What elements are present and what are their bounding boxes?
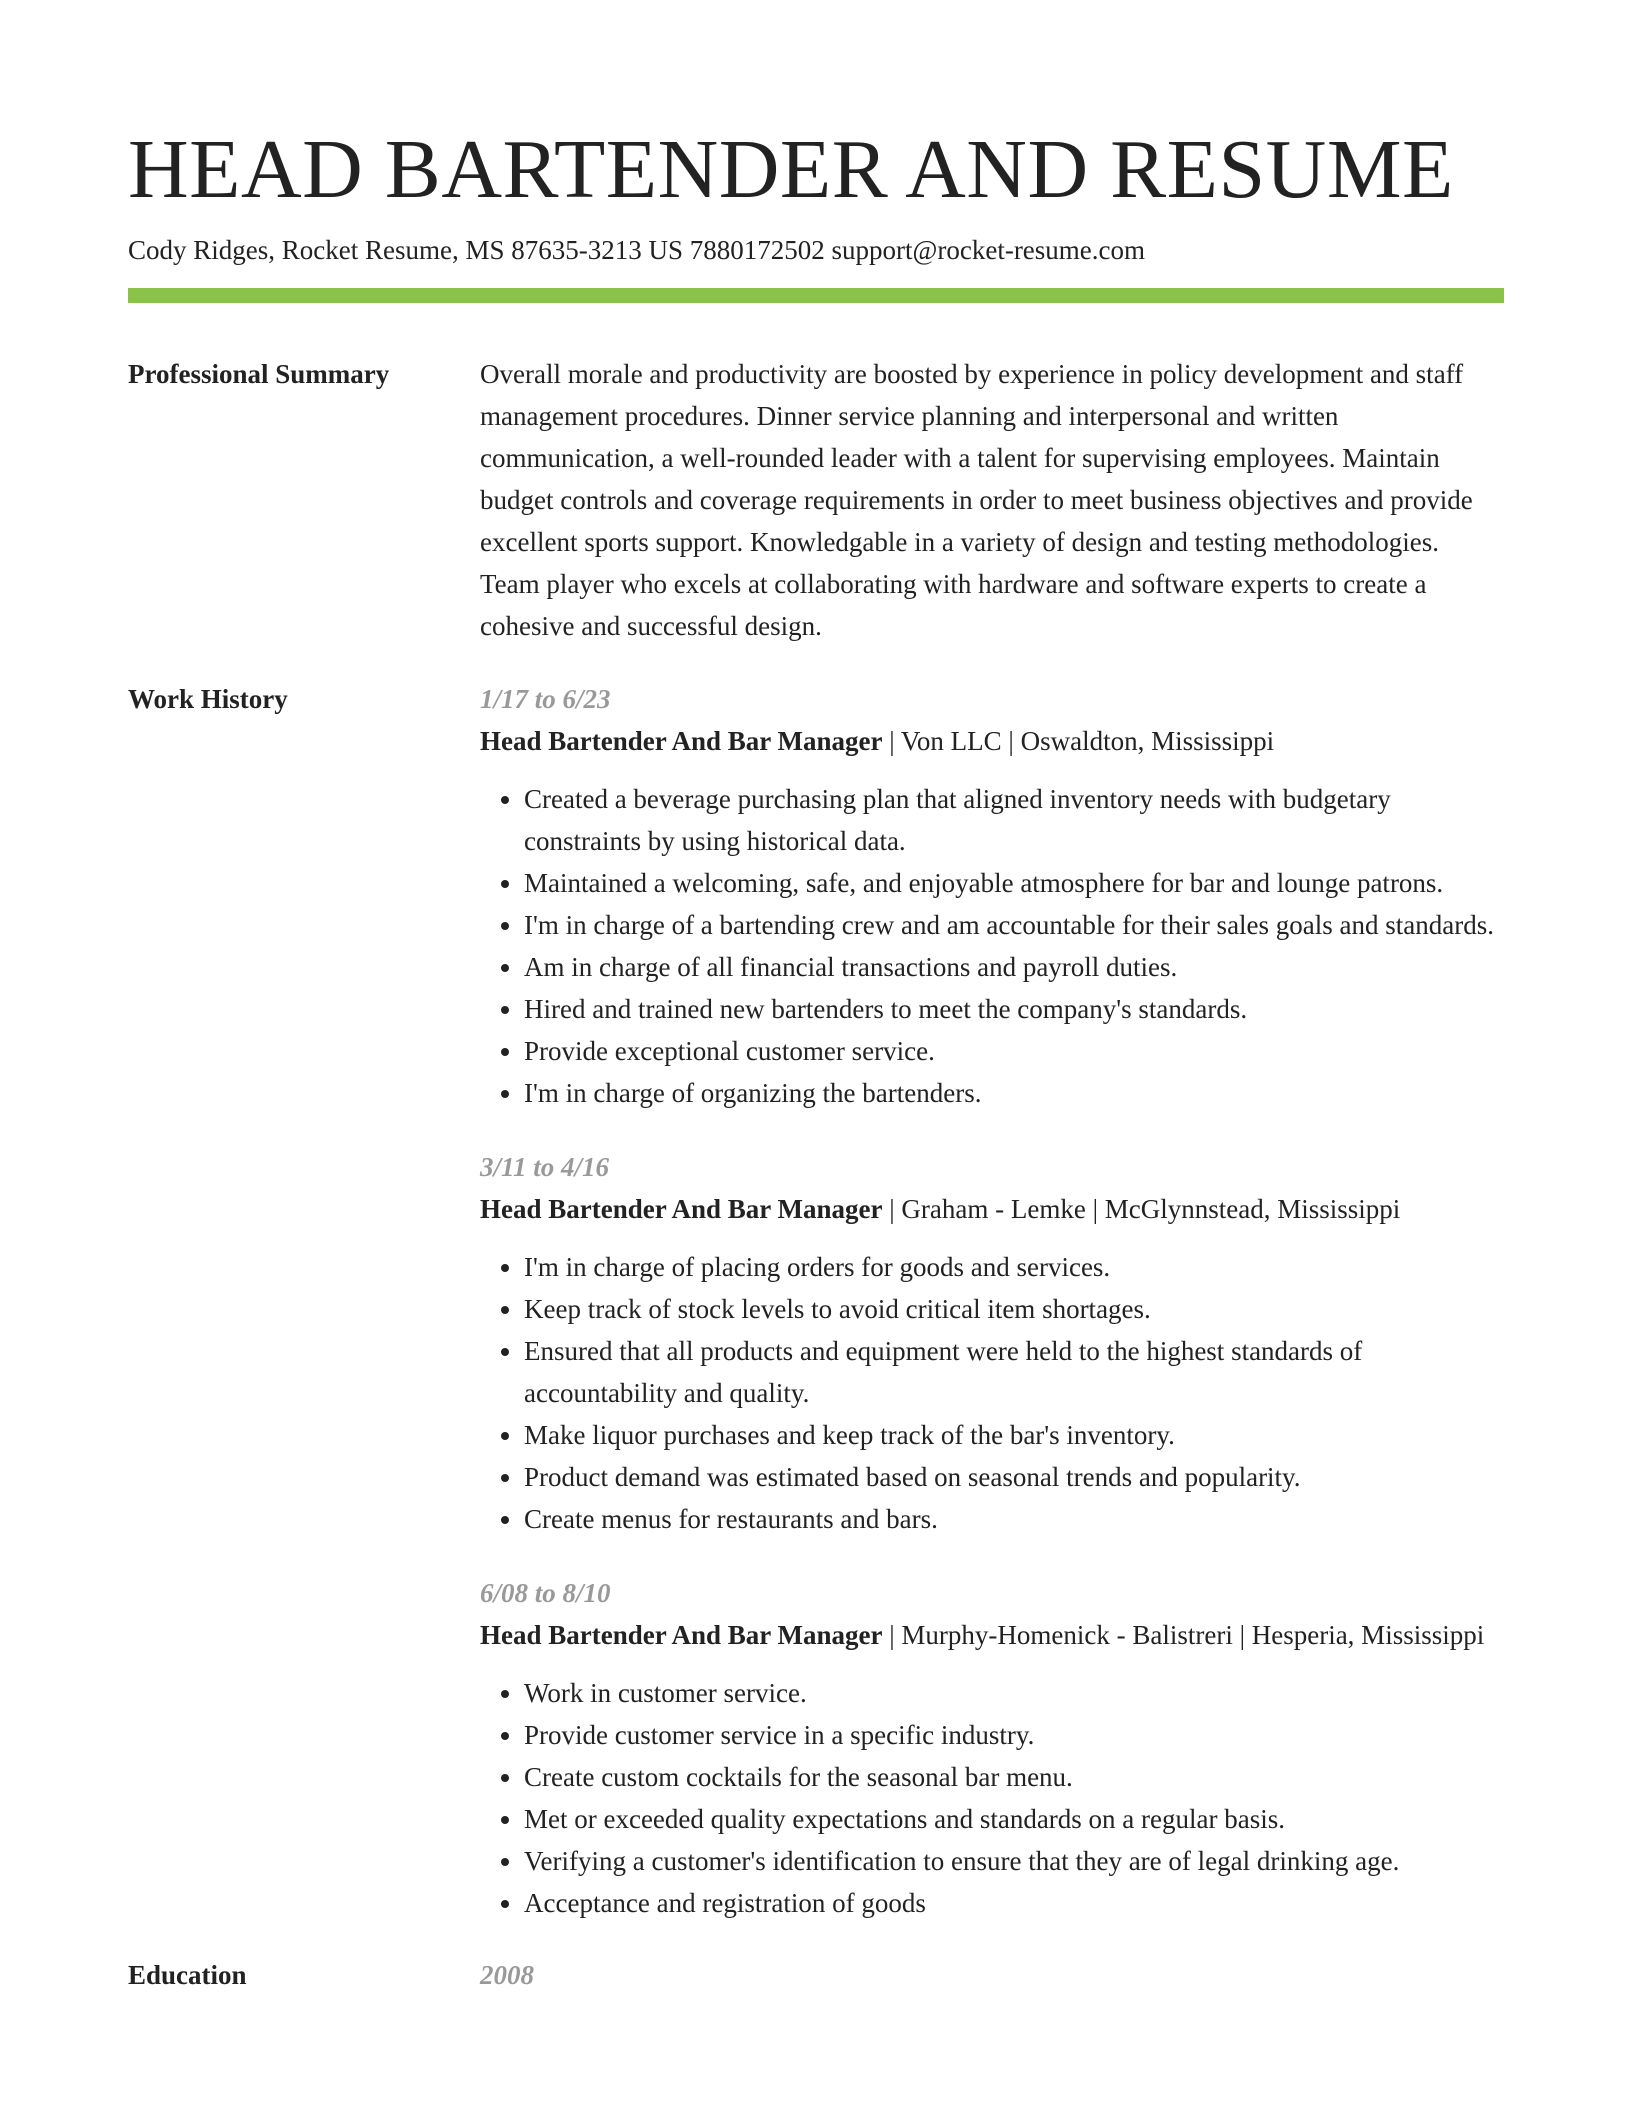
job-heading	[480, 720, 1504, 762]
job-bullet: • Provide exceptional customer service.	[524, 1030, 1504, 1072]
job-dates: 3/11 to 4/16	[480, 1152, 610, 1183]
job-bullet: • Keep track of stock levels to avoid critical item shortages.	[524, 1288, 1504, 1330]
job-bullet: • I'm in charge of a bartending crew and am accountable for their sales goals and standards.	[524, 904, 1504, 946]
job-bullet: • Verifying a customer's identification to ensure that they are of legal drinking age.	[524, 1840, 1504, 1882]
job-bullet: • Create custom cocktails for the seasonal bar menu.	[524, 1756, 1504, 1798]
job-entry	[480, 1572, 1504, 1924]
job-dates: 1/17 to 6/23	[480, 684, 611, 715]
job-bullet: • Am in charge of all financial transactions and payroll duties.	[524, 946, 1504, 988]
job-bullet: • Work in customer service.	[524, 1672, 1504, 1714]
job-entry	[480, 1146, 1504, 1540]
job-bullets	[480, 1672, 1504, 1924]
job-bullet: • I'm in charge of organizing the bartenders.	[524, 1072, 1504, 1114]
job-heading	[480, 1188, 1504, 1230]
education-dates: 2008	[480, 1960, 534, 1991]
work-history-section	[128, 678, 1504, 1924]
job-title: Head Bartender And Bar Manager	[480, 1620, 883, 1651]
job-bullet: • Hired and trained new bartenders to meet the company's standards.	[524, 988, 1504, 1030]
job-bullets	[480, 778, 1504, 1114]
job-bullet: • Create menus for restaurants and bars.	[524, 1498, 1504, 1540]
job-heading	[480, 1614, 1504, 1656]
job-entry	[480, 678, 1504, 1114]
job-bullet: • Created a beverage purchasing plan that aligned inventory needs with budgetary constraints by using historical data.	[524, 778, 1504, 862]
job-bullet: • Acceptance and registration of goods	[524, 1882, 1504, 1924]
job-bullet: • Ensured that all products and equipment were held to the highest standards of accountability and quality.	[524, 1330, 1504, 1414]
education-section	[128, 1954, 1504, 1996]
job-bullets	[480, 1246, 1504, 1540]
job-details: | Graham - Lemke | McGlynnstead, Mississippi	[882, 1194, 1401, 1225]
job-title: Head Bartender And Bar Manager	[480, 1194, 883, 1225]
job-title: Head Bartender And Bar Manager	[480, 726, 883, 757]
job-bullet: • Maintained a welcoming, safe, and enjoyable atmosphere for bar and lounge patrons.	[524, 862, 1504, 904]
job-details: | Von LLC | Oswaldton, Mississippi	[882, 726, 1275, 757]
job-bullet: • Make liquor purchases and keep track of the bar's inventory.	[524, 1414, 1504, 1456]
job-bullet: • Product demand was estimated based on seasonal trends and popularity.	[524, 1456, 1504, 1498]
job-bullet: • Met or exceeded quality expectations and standards on a regular basis.	[524, 1798, 1504, 1840]
job-bullet: • I'm in charge of placing orders for goods and services.	[524, 1246, 1504, 1288]
job-details: | Murphy-Homenick - Balistreri | Hesperia, Mississippi	[882, 1620, 1485, 1651]
work-history-body	[480, 678, 1504, 1924]
summary-text: Overall morale and productivity are boosted by experience in policy development and staff management procedures. Dinner service planning and interpersonal and written communication, a well-rounded leader with a talent for supervising employees. Maintain budget controls and coverage requirements in order to meet business objectives and provide excellent sports support. Knowledgable in a variety of design and testing methodologies. Team player who excels at collaborating with hardware and software experts to create a cohesive and successful design.	[480, 359, 1473, 642]
accent-divider	[128, 288, 1504, 303]
education-body	[480, 1954, 1504, 1996]
contact-line: Cody Ridges, Rocket Resume, MS 87635-3213 US 7880172502 support@rocket-resume.com	[128, 235, 1146, 265]
resume-name-heading: HEAD BARTENDER AND RESUME	[128, 123, 1454, 216]
professional-summary-section	[128, 353, 1504, 647]
section-label-education: Education	[128, 1960, 247, 1991]
resume-page	[128, 0, 1504, 1996]
section-label-work-history: Work History	[128, 684, 288, 715]
job-dates: 6/08 to 8/10	[480, 1578, 611, 1609]
section-label-summary: Professional Summary	[128, 359, 390, 390]
job-bullet: • Provide customer service in a specific industry.	[524, 1714, 1504, 1756]
